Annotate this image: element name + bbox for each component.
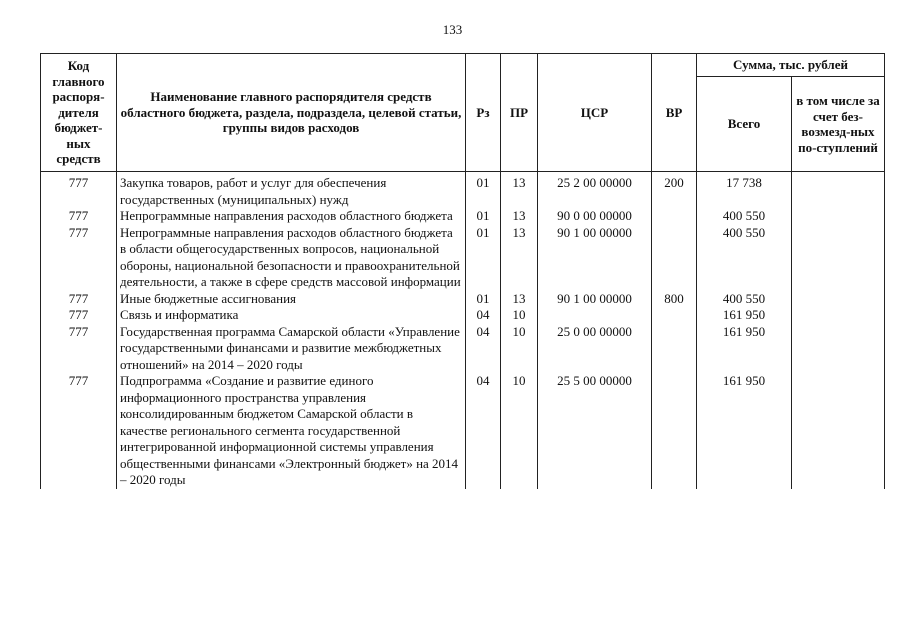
cell-pr: 10 xyxy=(501,324,538,374)
cell-pr: 13 xyxy=(501,225,538,291)
cell-csr xyxy=(538,307,652,324)
cell-pr: 10 xyxy=(501,373,538,489)
cell-grants xyxy=(792,307,885,324)
header-total: Всего xyxy=(697,77,792,172)
header-code: Код главного распоря-дителя бюджет-ных средств xyxy=(41,54,117,172)
cell-vr xyxy=(652,373,697,489)
header-name: Наименование главного распорядителя средств областного бюджета, раздела, подраздела, целевой статьи, группы видов расходов xyxy=(117,54,466,172)
header-pr: ПР xyxy=(501,54,538,172)
budget-table xyxy=(40,53,885,489)
table-header xyxy=(41,54,885,172)
cell-grants xyxy=(792,324,885,374)
cell-code: 777 xyxy=(41,225,117,291)
cell-rz: 01 xyxy=(466,172,501,209)
cell-code: 777 xyxy=(41,373,117,489)
cell-total: 400 550 xyxy=(697,208,792,225)
table-row xyxy=(41,208,885,225)
cell-rz: 04 xyxy=(466,324,501,374)
cell-code: 777 xyxy=(41,324,117,374)
cell-vr: 800 xyxy=(652,291,697,308)
header-sum-group: Сумма, тыс. рублей xyxy=(697,54,885,77)
table-row xyxy=(41,373,885,489)
cell-pr: 13 xyxy=(501,172,538,209)
cell-vr xyxy=(652,324,697,374)
cell-grants xyxy=(792,225,885,291)
table-row xyxy=(41,225,885,291)
cell-rz: 01 xyxy=(466,291,501,308)
header-csr: ЦСР xyxy=(538,54,652,172)
cell-name: Непрограммные направления расходов областного бюджета в области общегосударственных вопросов, национальной обороны, национальной безопасности и правоохранительной деятельности, а также в сфере средств массовой информации xyxy=(117,225,466,291)
cell-grants xyxy=(792,172,885,209)
cell-csr: 25 2 00 00000 xyxy=(538,172,652,209)
cell-rz: 01 xyxy=(466,208,501,225)
cell-total: 400 550 xyxy=(697,225,792,291)
cell-total: 17 738 xyxy=(697,172,792,209)
cell-total: 161 950 xyxy=(697,307,792,324)
page-number: 133 xyxy=(442,22,463,37)
cell-grants xyxy=(792,208,885,225)
cell-name: Иные бюджетные ассигнования xyxy=(117,291,466,308)
header-rz: Рз xyxy=(466,54,501,172)
cell-pr: 13 xyxy=(501,208,538,225)
cell-name: Государственная программа Самарской области «Управление государственными финансами и развитие межбюджетных отношений» на 2014 – 2020 годы xyxy=(117,324,466,374)
cell-name: Связь и информатика xyxy=(117,307,466,324)
cell-rz: 04 xyxy=(466,373,501,489)
cell-csr: 90 1 00 00000 xyxy=(538,225,652,291)
cell-code: 777 xyxy=(41,307,117,324)
cell-total: 400 550 xyxy=(697,291,792,308)
table-row xyxy=(41,291,885,308)
cell-total: 161 950 xyxy=(697,324,792,374)
cell-pr: 13 xyxy=(501,291,538,308)
cell-code: 777 xyxy=(41,208,117,225)
table-body xyxy=(41,172,885,489)
table-row xyxy=(41,324,885,374)
cell-rz: 01 xyxy=(466,225,501,291)
cell-vr xyxy=(652,208,697,225)
cell-grants xyxy=(792,373,885,489)
cell-code: 777 xyxy=(41,291,117,308)
cell-rz: 04 xyxy=(466,307,501,324)
cell-name: Непрограммные направления расходов областного бюджета xyxy=(117,208,466,225)
cell-csr: 90 0 00 00000 xyxy=(538,208,652,225)
cell-grants xyxy=(792,291,885,308)
cell-csr: 25 5 00 00000 xyxy=(538,373,652,489)
cell-vr xyxy=(652,225,697,291)
header-vr: ВР xyxy=(652,54,697,172)
cell-csr: 90 1 00 00000 xyxy=(538,291,652,308)
cell-vr xyxy=(652,307,697,324)
header-grants: в том числе за счет без-возмезд-ных по-ступлений xyxy=(792,77,885,172)
cell-total: 161 950 xyxy=(697,373,792,489)
cell-vr: 200 xyxy=(652,172,697,209)
table-row xyxy=(41,172,885,209)
cell-code: 777 xyxy=(41,172,117,209)
table-row xyxy=(41,307,885,324)
cell-name: Подпрограмма «Создание и развитие единого информационного пространства управления консолидированным бюджетом Самарской области в качестве регионального сегмента государственной интегрированной информационной системы управления общественными финансами «Электронный бюджет» на 2014 – 2020 годы xyxy=(117,373,466,489)
cell-name: Закупка товаров, работ и услуг для обеспечения государственных (муниципальных) нужд xyxy=(117,172,466,209)
cell-pr: 10 xyxy=(501,307,538,324)
cell-csr: 25 0 00 00000 xyxy=(538,324,652,374)
